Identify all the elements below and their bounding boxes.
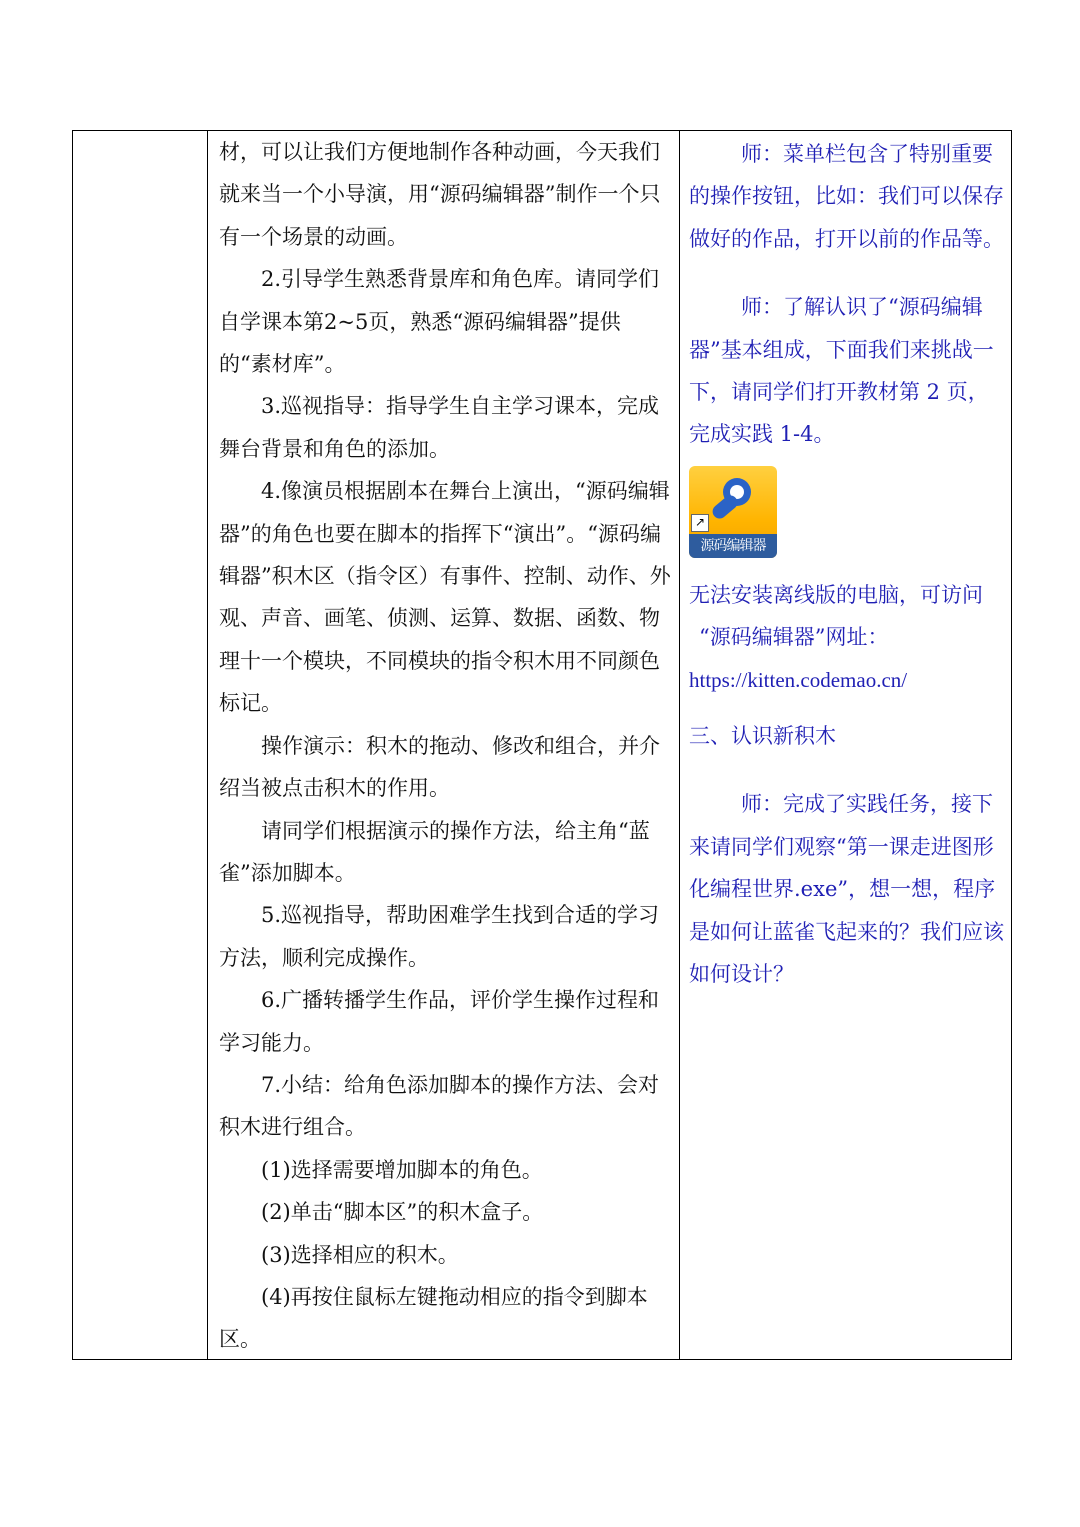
app-shortcut-icon[interactable] — [689, 466, 777, 558]
paragraph: 请同学们根据演示的操作方法，给主角“蓝雀”添加脚本。 — [219, 818, 650, 885]
paragraph: 材，可以让我们方便地制作各种动画，今天我们就来当一个小导演，用“源码编辑器”制作一个只有一个场景的动画。 — [219, 140, 661, 249]
section-heading: 三、认识新积木 — [689, 724, 836, 749]
paragraph: 3.巡视指导：指导学生自主学习课本，完成舞台背景和角色的添加。 — [219, 394, 660, 461]
magnifier-icon — [703, 472, 763, 532]
app-icon-label: 源码编辑器 — [689, 534, 777, 558]
column-divider-2 — [679, 131, 680, 1359]
note-website: “源码编辑器”网址： — [699, 625, 889, 650]
website-url-link[interactable]: https://kitten.codemao.cn/ — [689, 667, 908, 692]
paragraph: 7.小结：给角色添加脚本的操作方法、会对积木进行组合。 — [219, 1072, 660, 1140]
shortcut-arrow-icon: ↗ — [691, 514, 709, 532]
paragraph: (2)单击“脚本区”的积木盒子。 — [261, 1200, 544, 1225]
paragraph: (4)再按住鼠标左键拖动相应的指令到脚本区。 — [219, 1284, 648, 1352]
note-offline: 无法安装离线版的电脑，可访问 — [689, 582, 983, 607]
paragraph: (3)选择相应的积木。 — [261, 1242, 459, 1267]
lesson-table — [72, 130, 1012, 1360]
paragraph: 4.像演员根据剧本在舞台上演出，“源码编辑器”的角色也要在脚本的指挥下“演出”。“源码编辑器”积木区（指令区）有事件、控制、动作、外观、声音、画笔、侦测、运算、数据、函数、物理十一个模块，不同模块的指令积木用不同颜色标记。 — [219, 479, 671, 716]
teaching-process-cell — [219, 131, 671, 1361]
note-challenge: 师：了解认识了“源码编辑器”基本组成，下面我们来挑战一下，请同学们打开教材第 2 页，完成实践 1-4。 — [689, 295, 994, 447]
note-new-blocks: 师：完成了实践任务，接下来请同学们观察“第一课走进图形化编程世界.exe”，想一想，程序是如何让蓝雀飞起来的？我们应该如何设计？ — [689, 792, 1004, 987]
column-divider-1 — [207, 131, 208, 1359]
paragraph: 6.广播转播学生作品，评价学生操作过程和学习能力。 — [219, 988, 660, 1055]
paragraph: (1)选择需要增加脚本的角色。 — [261, 1157, 543, 1182]
paragraph: 2.引导学生熟悉背景库和角色库。请同学们自学课本第2~5页，熟悉“源码编辑器”提供的“素材库”。 — [219, 267, 660, 377]
teacher-notes-cell — [689, 131, 1007, 996]
paragraph: 5.巡视指导，帮助困难学生找到合适的学习方法，顺利完成操作。 — [219, 903, 660, 970]
paragraph: 操作演示：积木的拖动、修改和组合，并介绍当被点击积木的作用。 — [219, 733, 660, 801]
note-menu-bar: 师：菜单栏包含了特别重要的操作按钮，比如：我们可以保存做好的作品，打开以前的作品等。 — [689, 142, 1004, 251]
